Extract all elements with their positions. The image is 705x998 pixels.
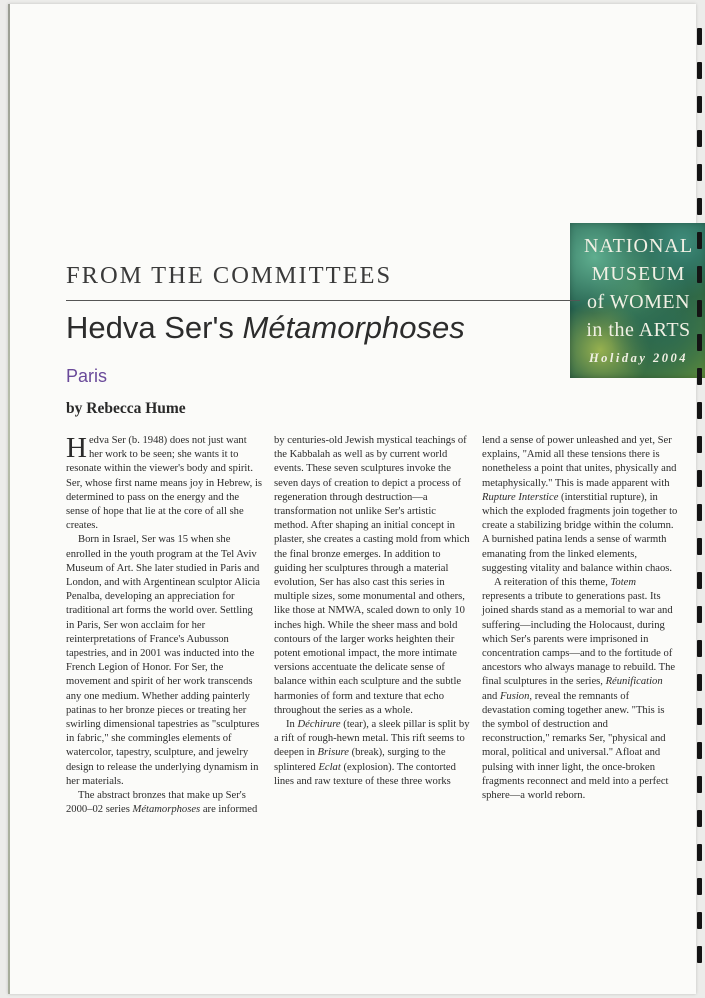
section-label: FROM THE COMMITTEES <box>66 262 393 289</box>
masthead-line-national: NATIONAL <box>583 235 694 257</box>
binding-hole <box>697 368 702 385</box>
byline: by Rebecca Hume <box>66 400 186 417</box>
masthead-edition: Holiday 2004 <box>588 351 689 365</box>
paragraph: lend a sense of power unleashed and yet, Ser explains, "Amid all these tensions there is nonetheless a point that unites, physically and metaphysically." This is made apparent with Rupture Interstice (interstitial rupture), in which the exploded fragments join together to create a stabilizing bridge within the column. A burnished patina lends a sense of warmth emanating from the linked elements, suggesting vitality and balance within chaos. <box>482 435 678 574</box>
binding-hole <box>697 266 702 283</box>
masthead-line-of-women: of WOMEN <box>586 291 691 313</box>
binding-hole <box>697 912 702 929</box>
article-title <box>66 310 465 346</box>
binding-hole <box>697 742 702 759</box>
header-rule <box>66 300 580 301</box>
binding-hole <box>697 776 702 793</box>
binding-hole <box>697 436 702 453</box>
title-work: Métamorphoses <box>242 310 465 345</box>
masthead-line-in-the-arts: in the ARTS <box>586 319 691 341</box>
binding-hole <box>697 572 702 589</box>
title-artist: Hedva Ser's <box>66 310 243 345</box>
binding-hole <box>697 164 702 181</box>
binding-hole <box>697 504 702 521</box>
binding-hole <box>697 232 702 249</box>
binding-hole <box>697 844 702 861</box>
binding-hole <box>697 674 702 691</box>
paragraph: Born in Israel, Ser was 15 when she enrolled in the youth program at the Tel Aviv Museum of Art. She later studied in Paris and London, and with Argentinean sculptor Alicia Penalba, developing an appreciation for traditional art forms the world over. Settling in Paris, Ser won acclaim for her reinterpretations of France's Aubusson tapestries, and in 2001 was inducted into the French Legion of Honor. For Ser, the movement and spirit of her work transcends any one medium. Whether adding painterly patinas to her bronze pieces or treating her swirling dimensional tapestries as "sculptures in fabric," she commingles elements of watercolor, tapestry, sculpture, and jewelry design to release the underlying dynamism in her materials. <box>66 534 260 787</box>
masthead-line-museum: MUSEUM <box>591 263 686 285</box>
paragraph: In Déchirure (tear), a sleek pillar is split by a rift of rough-hewn metal. This rift seems to deepen in Brisure (break), surging to the splintered Eclat (explosion). The contorted lines and raw texture of these three works <box>274 719 470 787</box>
binding-hole <box>697 470 702 487</box>
binding-hole <box>697 198 702 215</box>
body-column-1 <box>66 434 262 817</box>
binding-hole <box>697 946 702 963</box>
binding-hole <box>697 28 702 45</box>
binding-hole <box>697 708 702 725</box>
drop-cap: H <box>66 432 87 464</box>
binding-hole <box>697 334 702 351</box>
binding-hole <box>697 96 702 113</box>
body-column-3 <box>482 434 678 803</box>
binding-hole <box>697 606 702 623</box>
paragraph: by centuries-old Jewish mystical teachings of the Kabbalah as well as by current world events. These seven sculptures invoke the seven days of creation to depict a process of regeneration through destruction—a transformation not unlike Ser's artistic method. After shaping an initial concept in plaster, she creates a casting mold from which the final bronze emerges. In addition to guiding her sculptures through a material evolution, Ser has also cast this series in multiple sizes, some monumental and others, like those at NMWA, scaled down to only 10 inches high. While the sheer mass and bold contours of the larger works heighten their potent emotional impact, the more intimate versions accentuate the delicate sense of balance within each sculpture and the subtle harmonies of form and texture that echo throughout the series as a whole. <box>274 435 470 716</box>
binding-hole <box>697 810 702 827</box>
binding-hole <box>697 538 702 555</box>
magazine-page <box>8 4 696 994</box>
article-subtitle: Paris <box>66 366 108 386</box>
paragraph: Hedva Ser (b. 1948) does not just want her work to be seen; she wants it to resonate within the viewer's body and spirit. Ser, whose first name means joy in Hebrew, is determined to pass on the energy and the sense of hope that lie at the core of all she creates. <box>66 432 263 532</box>
binding-hole <box>697 62 702 79</box>
binding-hole <box>697 300 702 317</box>
binding-hole <box>697 640 702 657</box>
body-column-2 <box>274 434 470 789</box>
paragraph: A reiteration of this theme, Totem represents a tribute to generations past. Its joined shards stand as a memorial to war and suffering—including the Holocaust, during which Ser's parents were imprisoned in concentration camps—and to the fortitude of ancestors who always manage to rebuild. The final sculptures in the series, Réunification and Fusion, reveal the remnants of devastation coming together anew. "This is the symbol of destruction and reconstruction," remarks Ser, "physical and moral, political and universal." Afloat and pulsing with inner light, the once-broken fragments reconnect and meld into a perfect sphere—a world reborn. <box>482 577 676 802</box>
paragraph: The abstract bronzes that make up Ser's 2000–02 series Métamorphoses are informed <box>66 790 258 816</box>
binding-hole <box>697 402 702 419</box>
binding-hole <box>697 130 702 147</box>
nmwa-masthead-logo <box>570 223 705 378</box>
binding-hole <box>697 878 702 895</box>
